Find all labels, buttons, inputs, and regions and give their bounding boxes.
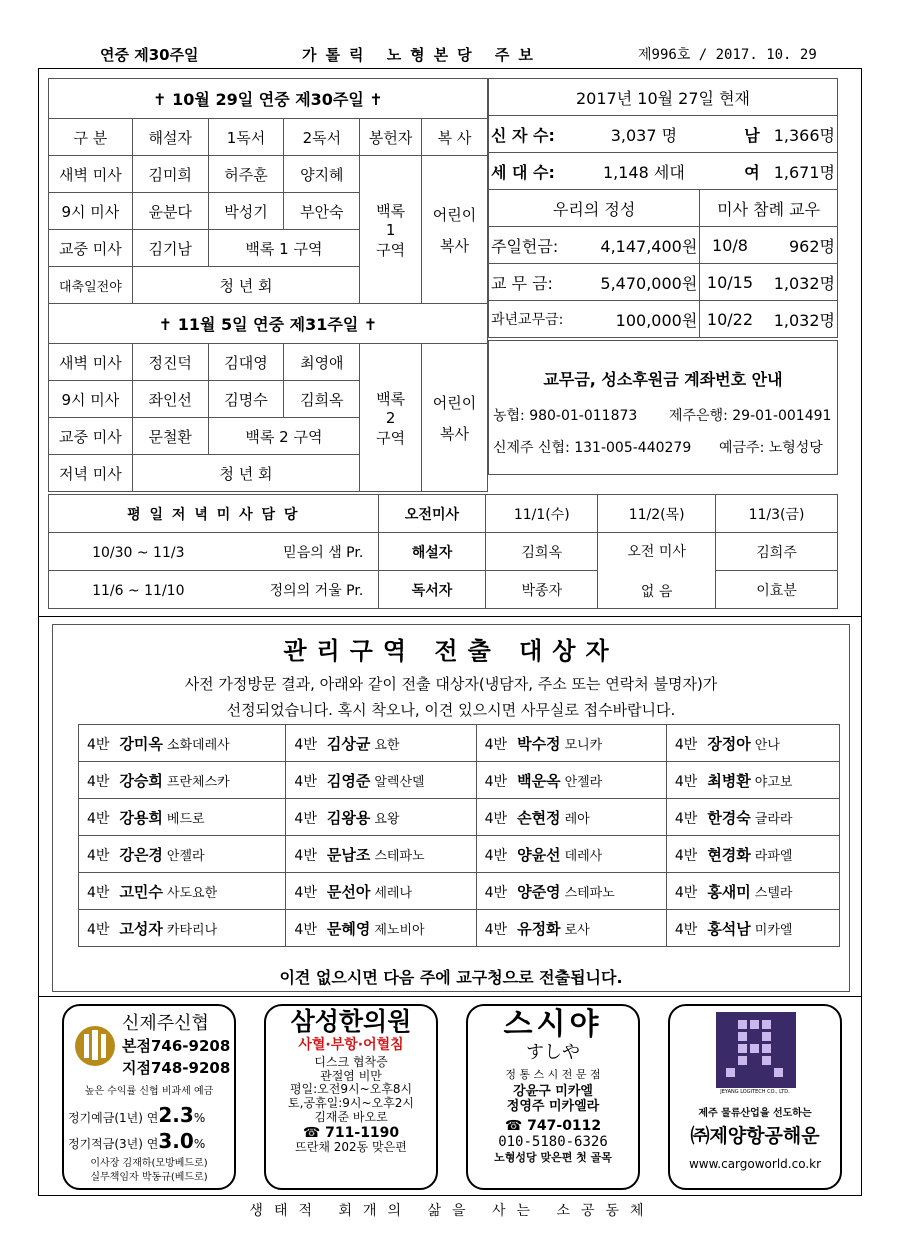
account-jeju: 제주은행: 29-01-001491 bbox=[669, 408, 832, 424]
sushi-kana: すしや bbox=[526, 1041, 580, 1063]
day-header: 11/3(금) bbox=[716, 495, 838, 533]
group-number: 4반 bbox=[674, 847, 698, 864]
baptismal-name: 제노비아 bbox=[374, 922, 425, 938]
baptismal-name: 스텔라 bbox=[754, 885, 793, 901]
shinhyup-logo-icon bbox=[70, 1024, 120, 1068]
baptismal-name: 스테파노 bbox=[564, 885, 615, 901]
members-value: 3,037 명 bbox=[588, 116, 700, 153]
cargo-tagline: 제주 물류산업을 선도하는 bbox=[698, 1108, 812, 1119]
male-label: 남 bbox=[700, 116, 760, 153]
baptismal-name: 스테파노 bbox=[374, 848, 425, 864]
offering-label: 교 무 금: bbox=[489, 264, 588, 301]
clinic-hours: 토,공휴일:9시~오후2시 bbox=[288, 1096, 414, 1111]
group-number: 4반 bbox=[674, 773, 698, 790]
group-number: 4반 bbox=[674, 810, 698, 827]
row-label: 새벽 미사 bbox=[49, 156, 133, 193]
cell: 김희주 bbox=[716, 533, 838, 571]
bulletin-header bbox=[40, 44, 864, 68]
group-number: 4반 bbox=[484, 736, 508, 753]
server-line: 어린이 bbox=[432, 393, 477, 412]
cell: 허주훈 bbox=[208, 156, 284, 193]
clinic-line: 디스크 협착증 bbox=[314, 1054, 388, 1069]
person-name: 양윤선 bbox=[517, 845, 561, 864]
baptismal-name: 알렉산델 bbox=[374, 774, 425, 790]
cell: 김명수 bbox=[208, 381, 284, 418]
offering-value: 100,000원 bbox=[588, 301, 700, 338]
server-cell bbox=[422, 344, 488, 492]
transfer-list-table bbox=[78, 724, 840, 947]
schedule2-title: ✝ 11월 5일 연중 제31주일 ✝ bbox=[49, 304, 488, 344]
shinhyup-ceo: 이사장 김재하(모방베드로) bbox=[90, 1158, 208, 1169]
offer-line: 구역 bbox=[376, 428, 406, 447]
period: 10/30 ~ 11/3 bbox=[92, 544, 185, 561]
group-number: 4반 bbox=[294, 921, 317, 938]
shinhyup-main: 본점746-9208 bbox=[122, 1037, 231, 1055]
transfer-person bbox=[286, 873, 476, 910]
group-number: 4반 bbox=[674, 884, 698, 901]
group: 믿음의 샘 Pr. bbox=[283, 544, 364, 561]
group-number: 4반 bbox=[87, 810, 110, 827]
cell: 문철환 bbox=[132, 418, 208, 455]
person-name: 문남조 bbox=[326, 845, 371, 864]
offer-line: 1 bbox=[385, 220, 396, 239]
cell: 박성기 bbox=[208, 193, 284, 230]
cargo-logo-icon bbox=[716, 1012, 796, 1088]
offering-label: 과년교무금: bbox=[489, 301, 588, 338]
shinhyup-manager: 실무책임자 박동규(베드로) bbox=[90, 1172, 208, 1183]
stats-date: 2017년 10월 27일 현재 bbox=[489, 79, 838, 116]
attendance-date: 10/15 bbox=[700, 264, 760, 301]
transfer-person bbox=[476, 910, 666, 947]
ad-shinhyup bbox=[62, 1004, 236, 1190]
person-name: 강용희 bbox=[119, 808, 163, 827]
sushi-mobile: 010-5180-6326 bbox=[498, 1133, 608, 1150]
group-number: 4반 bbox=[294, 736, 317, 753]
account-title: 교무금, 성소후원금 계좌번호 안내 bbox=[543, 370, 783, 389]
cell: 이효분 bbox=[716, 571, 838, 609]
shinhyup-name: 신제주신협 bbox=[122, 1013, 209, 1034]
group-number: 4반 bbox=[484, 810, 508, 827]
attendance-date: 10/8 bbox=[700, 227, 760, 264]
person-name: 고성자 bbox=[119, 919, 163, 938]
group-number: 4반 bbox=[87, 736, 110, 753]
cargo-name: ㈜제양항공해운 bbox=[690, 1125, 820, 1147]
group-number: 4반 bbox=[87, 847, 110, 864]
clinic-doctor: 김재준 바오로 bbox=[314, 1110, 388, 1125]
sushi-name: 스시야 bbox=[503, 1007, 603, 1042]
table-row bbox=[79, 836, 840, 873]
offering-cell bbox=[360, 156, 422, 304]
female-value: 1,671명 bbox=[760, 153, 838, 190]
ad-cargo bbox=[668, 1004, 842, 1190]
weekday-evening-mass-table bbox=[48, 494, 838, 609]
mid-line: 없 음 bbox=[640, 583, 673, 600]
bulletin-title: 가톨릭 노형본당 주보 bbox=[302, 46, 542, 64]
table-row bbox=[79, 910, 840, 947]
transfer-person bbox=[476, 836, 666, 873]
offer-line: 구역 bbox=[376, 240, 406, 259]
baptismal-name: 요왕 bbox=[374, 811, 400, 827]
baptismal-name: 데레사 bbox=[564, 848, 603, 864]
cell: 청 년 회 bbox=[132, 267, 359, 304]
person-name: 강승희 bbox=[119, 771, 163, 790]
offering-value: 4,147,400원 bbox=[588, 227, 700, 264]
person-name: 최병환 bbox=[707, 771, 751, 790]
row-label: 9시 미사 bbox=[49, 193, 133, 230]
sushi-desc: 정 통 스 시 전 문 점 bbox=[505, 1068, 601, 1082]
group-number: 4반 bbox=[484, 921, 508, 938]
sushi-address: 노형성당 맞은편 첫 골목 bbox=[494, 1150, 612, 1164]
transfer-person bbox=[666, 762, 839, 799]
table-row bbox=[79, 799, 840, 836]
baptismal-name: 프란체스카 bbox=[166, 774, 230, 790]
transfer-footer: 이견 없으시면 다음 주에 교구청으로 전출됩니다. bbox=[279, 968, 623, 987]
offering-title: 우리의 정성 bbox=[489, 190, 700, 227]
divider bbox=[38, 616, 862, 617]
cell: 부안숙 bbox=[284, 193, 360, 230]
parish-stats-table bbox=[488, 78, 838, 338]
offering-value: 5,470,000원 bbox=[588, 264, 700, 301]
baptismal-name: 글라라 bbox=[754, 811, 793, 827]
evening-row bbox=[49, 571, 379, 609]
attendance-date: 10/22 bbox=[700, 301, 760, 338]
account-shinhyup: 신제주 신협: 131-005-440279 bbox=[493, 440, 692, 456]
cell: 좌인선 bbox=[132, 381, 208, 418]
baptismal-name: 사도요한 bbox=[166, 885, 218, 901]
person-name: 강은경 bbox=[119, 845, 163, 864]
cell: 박종자 bbox=[486, 571, 598, 609]
person-name: 홍석남 bbox=[707, 919, 751, 938]
col-header: 해설자 bbox=[132, 119, 208, 156]
baptismal-name: 로사 bbox=[564, 922, 590, 938]
table-row bbox=[79, 725, 840, 762]
col-header: 2독서 bbox=[284, 119, 360, 156]
baptismal-name: 안젤라 bbox=[166, 848, 205, 864]
transfer-person bbox=[666, 799, 839, 836]
period: 11/6 ~ 11/10 bbox=[92, 582, 185, 599]
group-number: 4반 bbox=[484, 847, 508, 864]
person-name: 김왕용 bbox=[326, 808, 371, 827]
group-number: 4반 bbox=[484, 773, 508, 790]
person-name: 박수정 bbox=[517, 734, 561, 753]
transfer-person bbox=[476, 873, 666, 910]
clinic-address: 뜨란채 202동 맞은편 bbox=[295, 1139, 407, 1154]
transfer-person bbox=[666, 873, 839, 910]
row-label: 9시 미사 bbox=[49, 381, 133, 418]
divider bbox=[38, 996, 862, 997]
group-number: 4반 bbox=[87, 773, 110, 790]
person-name: 한경숙 bbox=[707, 808, 751, 827]
person-name: 유정화 bbox=[517, 919, 561, 938]
transfer-person bbox=[79, 873, 286, 910]
issue-date: 제996호 / 2017. 10. 29 bbox=[638, 47, 817, 63]
person-name: 손현정 bbox=[517, 808, 561, 827]
cell: 김희옥 bbox=[486, 533, 598, 571]
account-line-1 bbox=[493, 405, 832, 425]
schedule1-title: ✝ 10월 29일 연중 제30주일 ✝ bbox=[49, 79, 488, 119]
transfer-person bbox=[476, 762, 666, 799]
person-name: 고민수 bbox=[119, 882, 163, 901]
cell: 백록 1 구역 bbox=[208, 230, 360, 267]
clinic-specialty: 사혈·부항·어혈침 bbox=[298, 1036, 404, 1053]
offer-line: 2 bbox=[385, 408, 396, 427]
col-header: 구 분 bbox=[49, 119, 133, 156]
commentator-label: 해설자 bbox=[378, 533, 486, 571]
row-label: 대축일전야 bbox=[49, 267, 133, 304]
account-info-box bbox=[488, 340, 838, 475]
person-name: 문혜영 bbox=[326, 919, 371, 938]
transfer-person bbox=[286, 910, 476, 947]
transfer-person bbox=[79, 836, 286, 873]
evening-row bbox=[49, 533, 379, 571]
baptismal-name: 세레나 bbox=[374, 885, 413, 901]
shinhyup-deposit: 정기예금(1년) 연2.3% bbox=[68, 1103, 206, 1127]
cell: 김희옥 bbox=[284, 381, 360, 418]
shinhyup-tag: 높은 수익률 신협 비과세 예금 bbox=[84, 1086, 214, 1097]
group-number: 4반 bbox=[294, 773, 317, 790]
person-name: 홍새미 bbox=[707, 882, 751, 901]
clinic-hours: 평일:오전9시~오후8시 bbox=[289, 1082, 413, 1097]
ad-sushi bbox=[466, 1004, 640, 1190]
offer-line: 백록 bbox=[376, 201, 406, 220]
group-number: 4반 bbox=[87, 921, 110, 938]
table-row bbox=[79, 873, 840, 910]
attendance-count: 1,032명 bbox=[760, 301, 838, 338]
server-line: 복사 bbox=[440, 236, 470, 255]
cell: 윤분다 bbox=[132, 193, 208, 230]
group-number: 4반 bbox=[87, 884, 110, 901]
person-name: 현경화 bbox=[707, 845, 751, 864]
cell: 김미희 bbox=[132, 156, 208, 193]
transfer-person bbox=[79, 762, 286, 799]
col-header: 봉헌자 bbox=[360, 119, 422, 156]
cell: 김기남 bbox=[132, 230, 208, 267]
group: 정의의 거울 Pr. bbox=[269, 582, 364, 599]
ad-clinic bbox=[264, 1004, 438, 1190]
sushi-phone: ☎ 747-0112 bbox=[504, 1117, 602, 1134]
sushi-owner: 정영주 미카엘라 bbox=[506, 1098, 600, 1114]
group-number: 4반 bbox=[294, 810, 317, 827]
transfer-title: 관리구역 전출 대상자 bbox=[283, 637, 619, 665]
account-nh: 농협: 980-01-011873 bbox=[493, 408, 638, 424]
transfer-person bbox=[286, 799, 476, 836]
server-line: 어린이 bbox=[432, 205, 477, 224]
baptismal-name: 라파엘 bbox=[754, 848, 793, 864]
morning-mass-label: 오전미사 bbox=[378, 495, 486, 533]
cell: 백록 2 구역 bbox=[208, 418, 360, 455]
male-value: 1,366명 bbox=[760, 116, 838, 153]
baptismal-name: 베드로 bbox=[166, 811, 205, 827]
attendance-count: 962명 bbox=[760, 227, 838, 264]
no-morning-mass bbox=[598, 533, 716, 609]
clinic-name: 삼성한의원 bbox=[290, 1007, 412, 1036]
group-number: 4반 bbox=[674, 736, 698, 753]
transfer-person bbox=[476, 725, 666, 762]
baptismal-name: 안젤라 bbox=[564, 774, 603, 790]
col-header: 1독서 bbox=[208, 119, 284, 156]
baptismal-name: 야고보 bbox=[754, 774, 793, 790]
person-name: 강미옥 bbox=[119, 734, 163, 753]
households-label: 세 대 수: bbox=[489, 153, 588, 190]
week-label: 연중 제30주일 bbox=[100, 46, 199, 64]
row-label: 교중 미사 bbox=[49, 418, 133, 455]
person-name: 백운옥 bbox=[517, 771, 561, 790]
cargo-logo-text: JEYANG LOGITECH CO., LTD. bbox=[720, 1089, 790, 1095]
transfer-person bbox=[286, 836, 476, 873]
transfer-person bbox=[79, 725, 286, 762]
mass-schedule-table bbox=[48, 78, 488, 492]
sushi-owner: 강윤구 미카엘 bbox=[513, 1083, 593, 1099]
baptismal-name: 요한 bbox=[374, 737, 400, 753]
shinhyup-savings: 정기적금(3년) 연3.0% bbox=[68, 1129, 206, 1153]
baptismal-name: 레아 bbox=[564, 811, 590, 827]
day-header: 11/2(목) bbox=[598, 495, 716, 533]
baptismal-name: 미카엘 bbox=[754, 922, 793, 938]
transfer-desc-2: 선정되었습니다. 혹시 착오나, 이견 있으시면 사무실로 접수바랍니다. bbox=[226, 701, 676, 719]
transfer-person bbox=[666, 725, 839, 762]
evening-title: 평 일 저 녁 미 사 담 당 bbox=[49, 495, 379, 533]
baptismal-name: 카타리나 bbox=[166, 922, 218, 938]
attendance-count: 1,032명 bbox=[760, 264, 838, 301]
group-number: 4반 bbox=[294, 884, 317, 901]
server-line: 복사 bbox=[440, 424, 470, 443]
mass-attendance-title: 미사 참례 교우 bbox=[700, 190, 838, 227]
baptismal-name: 모니카 bbox=[564, 737, 603, 753]
cargo-website[interactable]: www.cargoworld.co.kr bbox=[688, 1157, 822, 1171]
cell: 최영애 bbox=[284, 344, 360, 381]
transfer-person bbox=[666, 910, 839, 947]
group-number: 4반 bbox=[294, 847, 317, 864]
transfer-desc-1: 사전 가정방문 결과, 아래와 같이 전출 대상자(냉담자, 주소 또는 연락처 불명자)가 bbox=[184, 675, 718, 693]
cell: 김대영 bbox=[208, 344, 284, 381]
offering-cell bbox=[360, 344, 422, 492]
col-header: 복 사 bbox=[422, 119, 488, 156]
person-name: 김상균 bbox=[326, 734, 371, 753]
clinic-phone: ☎ 711-1190 bbox=[302, 1124, 400, 1141]
account-line-2 bbox=[493, 437, 823, 457]
offering-label: 주일헌금: bbox=[489, 227, 588, 264]
table-row bbox=[79, 762, 840, 799]
bottom-slogan: 생태적 회개의 삶을 사는 소공동체 bbox=[249, 1203, 655, 1219]
transfer-person bbox=[79, 910, 286, 947]
person-name: 문선아 bbox=[326, 882, 371, 901]
person-name: 양준영 bbox=[517, 882, 561, 901]
baptismal-name: 소화데레사 bbox=[166, 737, 230, 753]
row-label: 교중 미사 bbox=[49, 230, 133, 267]
households-value: 1,148 세대 bbox=[588, 153, 700, 190]
members-label: 신 자 수: bbox=[489, 116, 588, 153]
cell: 양지혜 bbox=[284, 156, 360, 193]
female-label: 여 bbox=[700, 153, 760, 190]
row-label: 저녁 미사 bbox=[49, 455, 133, 492]
day-header: 11/1(수) bbox=[486, 495, 598, 533]
cell: 청 년 회 bbox=[132, 455, 359, 492]
mid-line: 오전 미사 bbox=[627, 543, 686, 560]
group-number: 4반 bbox=[674, 921, 698, 938]
transfer-person bbox=[666, 836, 839, 873]
cell: 정진덕 bbox=[132, 344, 208, 381]
account-holder: 예금주: 노형성당 bbox=[719, 440, 823, 456]
baptismal-name: 안나 bbox=[754, 737, 780, 753]
transfer-person bbox=[286, 725, 476, 762]
server-cell bbox=[422, 156, 488, 304]
transfer-person bbox=[476, 799, 666, 836]
reader-label: 독서자 bbox=[378, 571, 486, 609]
transfer-person bbox=[79, 799, 286, 836]
offer-line: 백록 bbox=[376, 389, 406, 408]
person-name: 김영준 bbox=[326, 771, 371, 790]
group-number: 4반 bbox=[484, 884, 508, 901]
row-label: 새벽 미사 bbox=[49, 344, 133, 381]
person-name: 장정아 bbox=[707, 734, 751, 753]
shinhyup-branch: 지점748-9208 bbox=[122, 1059, 231, 1077]
clinic-line: 관절염 비만 bbox=[320, 1068, 382, 1083]
transfer-person bbox=[286, 762, 476, 799]
